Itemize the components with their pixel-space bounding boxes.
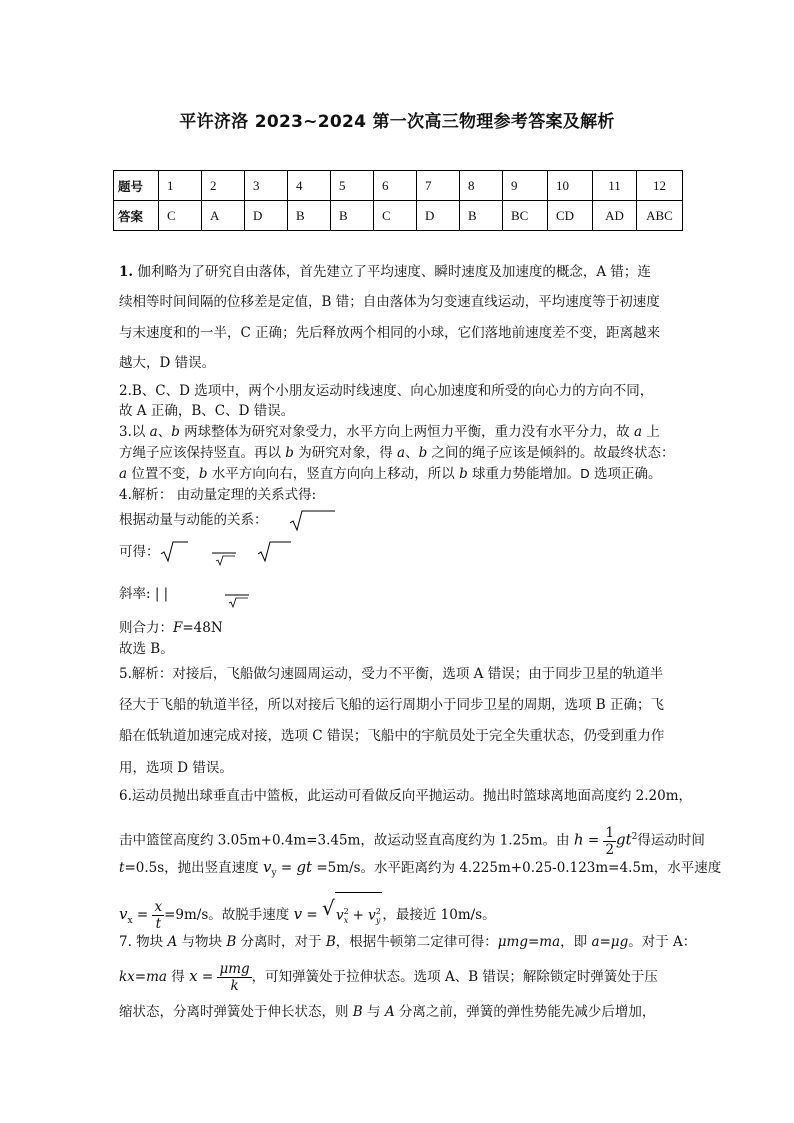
- q5-line-4: 用，选项 D 错误。: [119, 760, 233, 776]
- table-cell: B: [288, 201, 331, 231]
- q1-line-2: 续相等时间间隔的位移差是定值，B 错；自由落体为匀变速直线运动，平均速度等于初速度: [119, 294, 660, 310]
- fraction-radical: [212, 552, 236, 566]
- q4-line-1: 4.解析： 由动量定理的关系式得:: [119, 487, 317, 503]
- radical-sign: [161, 541, 189, 563]
- table-cell: C: [374, 201, 417, 231]
- table-cell: CD: [548, 201, 593, 231]
- q3-line-3: a 位置不变，b 水平方向向右，竖直方向向上移动，所以 b 球重力势能增加。D 选项正确。: [119, 466, 662, 482]
- table-cell: 1: [159, 171, 202, 201]
- q7-line-1: 7. 物块 A 与物块 B 分离时，对于 B，根据牛顿第二定律可得：μmg=ma，即 a=μg。对于 A：: [119, 934, 697, 950]
- q2-line-1: 2.B、C、D 选项中，两个小朋友运动时线速度、向心加速度和所受的向心力的方向不同，: [119, 383, 654, 399]
- table-cell: 12: [637, 171, 683, 201]
- table-cell: 10: [548, 171, 593, 201]
- sqrt-expression: √ $v^2_x + v^2_y$: [322, 892, 382, 939]
- table-cell: B: [460, 201, 503, 231]
- radical-sign: [258, 541, 292, 563]
- q5-line-3: 船在低轨道加速完成对接，选项 C 错误；飞船中的宇航员处于完全失重状态，仍受到重力作: [119, 728, 665, 744]
- q1-line-1: 1. 伽利略为了研究自由落体，首先建立了平均速度、瞬时速度及加速度的概念，A 错；连: [119, 264, 651, 280]
- table-row-numbers: [114, 171, 683, 201]
- table-cell: 2: [202, 171, 245, 201]
- q6-line-4: $v_x$ = $\frac{x}{t}$ =9m/s。故脱手速度 v = √ $v^2_x + v^2_y$ ，最接近 10m/s。: [119, 892, 496, 928]
- q4-line-4: 斜率: | |: [119, 586, 169, 602]
- q3-line-2: 方绳子应该保持竖直。再以 b 为研究对象，得 a、b 之间的绳子应该是倾斜的。故最终状态：: [119, 445, 675, 461]
- q3-line-1: 3.以 a、b 两球整体为研究对象受力，水平方向上两恒力平衡，重力没有水平分力，故 a 上: [119, 424, 660, 440]
- table-cell: B: [331, 201, 374, 231]
- table-cell: 4: [288, 171, 331, 201]
- table-cell: 3: [245, 171, 288, 201]
- q7-line-3: 缩状态，分离时弹簧处于伸长状态，则 B 与 A 分离之前，弹簧的弹性势能先减少后增加，: [119, 1004, 656, 1020]
- row-label-number: 题号: [114, 171, 159, 201]
- q6-line-1: 6.运动员抛出球垂直击中篮板，此运动可看做反向平抛运动。抛出时篮球离地面高度约 2.20m，: [119, 788, 693, 804]
- table-cell: D: [245, 201, 288, 231]
- q1-line-4: 越大，D 错误。: [119, 355, 216, 371]
- table-cell: C: [159, 201, 202, 231]
- q1-line-3: 与末速度和的一半，C 正确；先后释放两个相同的小球，它们落地前速度差不变，距离越来: [119, 325, 661, 341]
- answer-table: [113, 170, 683, 231]
- q6-line-3: t=0.5s，抛出竖直速度 $v_y$ = gt =5m/s。水平距离约为 4.225m+0.25-0.123m=4.5m，水平速度: [119, 858, 722, 879]
- q4-line-3: 可得：: [119, 544, 160, 560]
- page-title: 平许济洛 2023~2024 第一次高三物理参考答案及解析: [179, 112, 615, 132]
- q6-line-2: 击中篮筐高度约 3.05m+0.4m=3.45m，故运动竖直高度约为 1.25m。由 h = $\frac{1}{2}$ $gt^2$得运动时间: [119, 824, 705, 858]
- table-cell: 6: [374, 171, 417, 201]
- table-cell: A: [202, 201, 245, 231]
- q5-line-1: 5.解析：对接后，飞船做匀速圆周运动，受力不平衡，选项 A 错误；由于同步卫星的轨道半: [119, 666, 664, 682]
- q1-number: 1.: [119, 264, 134, 280]
- table-cell: 8: [460, 171, 503, 201]
- q2-line-2: 故 A 正确，B、C、D 错误。: [119, 403, 295, 419]
- table-cell: ABC: [637, 201, 683, 231]
- table-cell: BC: [503, 201, 548, 231]
- table-cell: D: [417, 201, 460, 231]
- radical-sign: [290, 510, 336, 532]
- table-cell: 7: [417, 171, 460, 201]
- q5-line-2: 径大于飞船的轨道半径，所以对接后飞船的运行周期小于同步卫星的周期，选项 B 正确；飞: [119, 697, 665, 713]
- table-cell: 9: [503, 171, 548, 201]
- row-label-answer: 答案: [114, 201, 159, 231]
- q4-line-5: 则合力：F=48N: [119, 620, 223, 636]
- table-row-answers: [114, 201, 683, 231]
- table-cell: AD: [593, 201, 637, 231]
- table-cell: 5: [331, 171, 374, 201]
- fraction-radical: [225, 594, 249, 608]
- q4-line-2: 根据动量与动能的关系：: [119, 512, 268, 528]
- q4-line-6: 故选 B。: [119, 641, 174, 657]
- table-cell: 11: [593, 171, 637, 201]
- q7-line-2: kx=ma 得 x = $\frac{\text{μmg}}{k}$ ，可知弹簧处于拉伸状态。选项 A、B 错误；解除锁定时弹簧处于压: [119, 961, 658, 994]
